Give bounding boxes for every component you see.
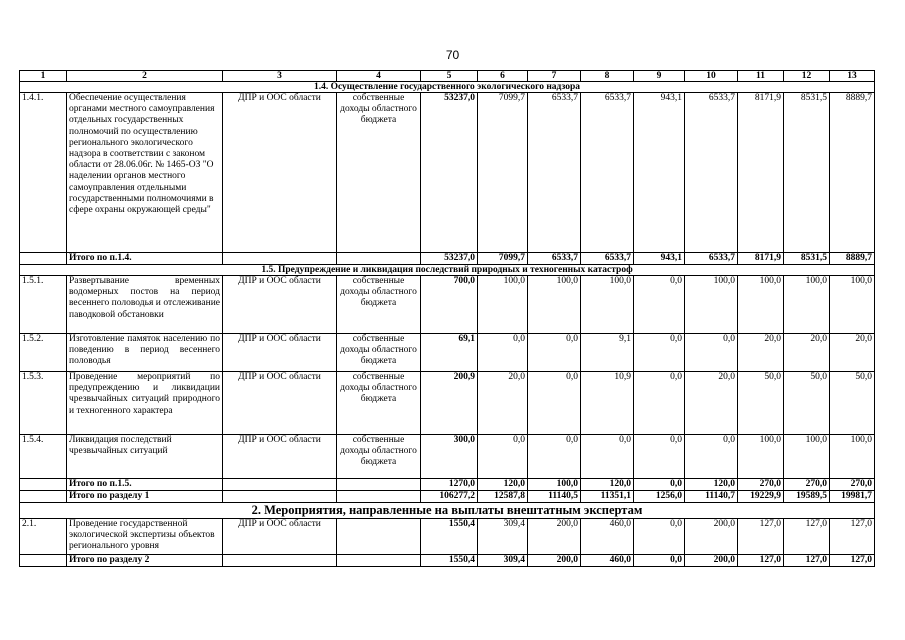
value-cell: 6533,7 — [528, 253, 581, 265]
executor: ДПР и ООС области — [223, 372, 337, 435]
value-cell: 20,0 — [738, 334, 784, 372]
value-cell: 460,0 — [581, 555, 634, 567]
table-row — [20, 93, 875, 253]
column-number: 5 — [421, 71, 478, 82]
executor: ДПР и ООС области — [223, 435, 337, 479]
value-cell: 0,0 — [581, 435, 634, 479]
subtotal-row — [20, 479, 875, 491]
value-cell: 19589,5 — [784, 491, 830, 503]
item-number: 1.4.1. — [20, 93, 67, 253]
value-cell: 106277,2 — [421, 491, 478, 503]
section-heading: 1.4. Осуществление государственного экологического надзора — [20, 82, 875, 93]
funding-source: собственные доходы областного бюджета — [337, 372, 421, 435]
item-name: Изготовление памяток населению по поведению в период весеннего половодья — [67, 334, 223, 372]
value-cell: 100,0 — [528, 479, 581, 491]
value-cell: 11351,1 — [581, 491, 634, 503]
value-cell: 100,0 — [784, 276, 830, 334]
value-cell: 53237,0 — [421, 93, 478, 253]
value-cell: 100,0 — [581, 276, 634, 334]
table-row — [20, 435, 875, 479]
funding-source: собственные доходы областного бюджета — [337, 334, 421, 372]
value-cell: 0,0 — [478, 334, 528, 372]
value-cell: 8171,9 — [738, 253, 784, 265]
value-cell: 127,0 — [784, 555, 830, 567]
value-cell: 20,0 — [478, 372, 528, 435]
value-cell: 8171,9 — [738, 93, 784, 253]
value-cell: 1270,0 — [421, 479, 478, 491]
section-total-row — [20, 491, 875, 503]
column-number: 9 — [634, 71, 685, 82]
value-cell: 943,1 — [634, 93, 685, 253]
value-cell: 0,0 — [478, 435, 528, 479]
value-cell: 943,1 — [634, 253, 685, 265]
value-cell: 127,0 — [784, 519, 830, 555]
section-total-label: Итого по разделу 2 — [67, 555, 223, 567]
value-cell: 20,0 — [830, 334, 875, 372]
value-cell: 0,0 — [634, 555, 685, 567]
subtotal-label: Итого по п.1.4. — [67, 253, 223, 265]
item-name: Ликвидация последствий чрезвычайных ситуаций — [67, 435, 223, 479]
value-cell: 11140,7 — [685, 491, 738, 503]
value-cell: 6533,7 — [685, 253, 738, 265]
item-name: Развертывание временных водомерных постов на период весеннего половодья и отслеживание паводковой обстановки — [67, 276, 223, 334]
column-number-row — [20, 71, 875, 82]
value-cell: 200,0 — [528, 519, 581, 555]
value-cell: 100,0 — [685, 276, 738, 334]
section-total-label: Итого по разделу 1 — [67, 491, 223, 503]
value-cell: 200,9 — [421, 372, 478, 435]
value-cell: 127,0 — [830, 555, 875, 567]
value-cell: 9,1 — [581, 334, 634, 372]
subtotal-row — [20, 253, 875, 265]
value-cell: 50,0 — [784, 372, 830, 435]
funding-source: собственные доходы областного бюджета — [337, 435, 421, 479]
column-number: 1 — [20, 71, 67, 82]
value-cell: 8889,7 — [830, 93, 875, 253]
column-number: 4 — [337, 71, 421, 82]
value-cell: 1550,4 — [421, 555, 478, 567]
column-number: 2 — [67, 71, 223, 82]
value-cell: 12587,8 — [478, 491, 528, 503]
item-name: Проведение мероприятий по предупреждению и ликвидации чрезвычайных ситуаций природного и техногенного характера — [67, 372, 223, 435]
executor: ДПР и ООС области — [223, 276, 337, 334]
funding-source: собственные доходы областного бюджета — [337, 276, 421, 334]
table-row — [20, 276, 875, 334]
column-number: 12 — [784, 71, 830, 82]
value-cell: 1256,0 — [634, 491, 685, 503]
column-number: 6 — [478, 71, 528, 82]
value-cell: 0,0 — [685, 334, 738, 372]
table-row — [20, 334, 875, 372]
value-cell: 0,0 — [634, 334, 685, 372]
section-heading: 1.5. Предупреждение и ликвидация последствий природных и техногенных катастроф — [20, 265, 875, 276]
section-heading: 2. Мероприятия, направленные на выплаты внештатным экспертам — [20, 503, 875, 519]
value-cell: 200,0 — [685, 519, 738, 555]
value-cell: 0,0 — [528, 334, 581, 372]
value-cell: 6533,7 — [581, 93, 634, 253]
value-cell: 120,0 — [478, 479, 528, 491]
column-number: 11 — [738, 71, 784, 82]
value-cell: 20,0 — [784, 334, 830, 372]
value-cell: 8889,7 — [830, 253, 875, 265]
value-cell: 300,0 — [421, 435, 478, 479]
value-cell: 127,0 — [738, 555, 784, 567]
section-heading-row — [20, 82, 875, 93]
value-cell: 6533,7 — [528, 93, 581, 253]
value-cell: 0,0 — [634, 435, 685, 479]
value-cell: 19229,9 — [738, 491, 784, 503]
value-cell: 127,0 — [830, 519, 875, 555]
value-cell: 270,0 — [830, 479, 875, 491]
value-cell: 10,9 — [581, 372, 634, 435]
value-cell: 6533,7 — [685, 93, 738, 253]
value-cell: 100,0 — [738, 276, 784, 334]
item-name: Обеспечение осуществления органами местного самоуправления отдельных государственных полномочий по осуществлению регионального экологического надзора в соответствии с законом области от 28.06.06г. № 1465-ОЗ "О наделении органов местного самоуправления отдельными государственными полномочиями в сфере охраны окружающей среды" — [67, 93, 223, 253]
funding-source: собственные доходы областного бюджета — [337, 93, 421, 253]
value-cell: 100,0 — [830, 435, 875, 479]
value-cell: 8531,5 — [784, 253, 830, 265]
table-row — [20, 519, 875, 555]
value-cell: 50,0 — [830, 372, 875, 435]
value-cell: 7099,7 — [478, 253, 528, 265]
value-cell: 100,0 — [738, 435, 784, 479]
column-number: 8 — [581, 71, 634, 82]
value-cell: 1550,4 — [421, 519, 478, 555]
executor: ДПР и ООС области — [223, 93, 337, 253]
executor: ДПР и ООС области — [223, 334, 337, 372]
value-cell: 700,0 — [421, 276, 478, 334]
item-name: Проведение государственной экологической экспертизы объектов регионального уровня — [67, 519, 223, 555]
value-cell: 270,0 — [738, 479, 784, 491]
value-cell: 0,0 — [634, 479, 685, 491]
value-cell: 53237,0 — [421, 253, 478, 265]
value-cell: 100,0 — [528, 276, 581, 334]
value-cell: 309,4 — [478, 519, 528, 555]
section-heading-row — [20, 503, 875, 519]
value-cell: 120,0 — [581, 479, 634, 491]
value-cell: 120,0 — [685, 479, 738, 491]
page-number: 70 — [445, 48, 460, 62]
column-number: 13 — [830, 71, 875, 82]
value-cell: 309,4 — [478, 555, 528, 567]
value-cell: 0,0 — [634, 276, 685, 334]
column-number: 7 — [528, 71, 581, 82]
value-cell: 69,1 — [421, 334, 478, 372]
section-total-row — [20, 555, 875, 567]
item-number: 1.5.2. — [20, 334, 67, 372]
funding-source — [337, 519, 421, 555]
value-cell: 0,0 — [685, 435, 738, 479]
value-cell: 11140,5 — [528, 491, 581, 503]
value-cell: 8531,5 — [784, 93, 830, 253]
value-cell: 100,0 — [830, 276, 875, 334]
value-cell: 6533,7 — [581, 253, 634, 265]
column-number: 3 — [223, 71, 337, 82]
value-cell: 127,0 — [738, 519, 784, 555]
value-cell: 0,0 — [528, 372, 581, 435]
value-cell: 200,0 — [528, 555, 581, 567]
value-cell: 0,0 — [634, 519, 685, 555]
value-cell: 0,0 — [634, 372, 685, 435]
column-number: 10 — [685, 71, 738, 82]
item-number: 1.5.4. — [20, 435, 67, 479]
subtotal-label: Итого по п.1.5. — [67, 479, 223, 491]
value-cell: 100,0 — [478, 276, 528, 334]
item-number: 2.1. — [20, 519, 67, 555]
value-cell: 0,0 — [528, 435, 581, 479]
value-cell: 19981,7 — [830, 491, 875, 503]
value-cell: 460,0 — [581, 519, 634, 555]
value-cell: 50,0 — [738, 372, 784, 435]
value-cell: 7099,7 — [478, 93, 528, 253]
item-number: 1.5.1. — [20, 276, 67, 334]
executor: ДПР и ООС области — [223, 519, 337, 555]
section-heading-row — [20, 265, 875, 276]
value-cell: 100,0 — [784, 435, 830, 479]
value-cell: 270,0 — [784, 479, 830, 491]
value-cell: 20,0 — [685, 372, 738, 435]
value-cell: 200,0 — [685, 555, 738, 567]
budget-table — [19, 70, 875, 567]
item-number: 1.5.3. — [20, 372, 67, 435]
table-row — [20, 372, 875, 435]
